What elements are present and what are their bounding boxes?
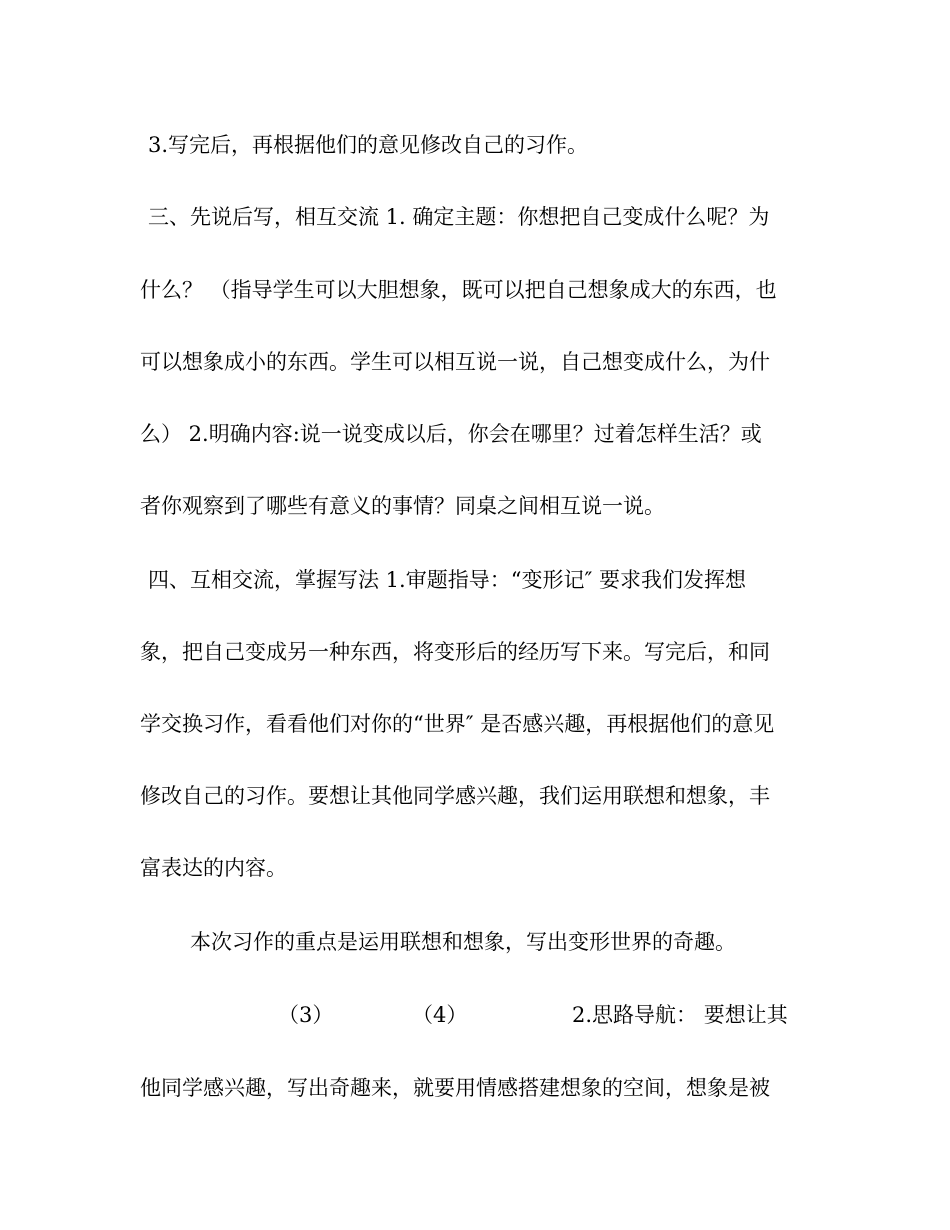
item-number: （4） [412, 1003, 468, 1027]
text-line: 学交换习作，看看他们对你的“世界″ 是否感兴趣，再根据他们的意见 [140, 712, 775, 736]
section-heading-line: 四、互相交流，掌握写法 1.审题指导：“变形记″ 要求我们发挥想 [148, 568, 746, 592]
text-line: 修改自己的习作。要想让其他同学感兴趣，我们运用联想和想象，丰 [140, 784, 770, 808]
item-number: （3） [278, 1003, 334, 1027]
text-line: 2.思路导航： 要想让其 [572, 1003, 788, 1027]
text-line: 3.写完后，再根据他们的意见修改自己的习作。 [148, 133, 589, 157]
section-heading-line: 三、先说后写，相互交流 1. 确定主题：你想把自己变成什么呢？为 [148, 205, 770, 229]
text-line: 么） 2.明确内容:说一说变成以后，你会在哪里？过着怎样生活？或 [140, 422, 762, 446]
text-line: 他同学感兴趣，写出奇趣来，就要用情感搭建想象的空间，想象是被 [140, 1076, 770, 1100]
text-line: 象，把自己变成另一种东西，将变形后的经历写下来。写完后，和同 [140, 640, 770, 664]
text-line: 什么？ （指导学生可以大胆想象，既可以把自己想象成大的东西，也 [140, 278, 777, 302]
text-line: 者你观察到了哪些有意义的事情？同桌之间相互说一说。 [140, 494, 665, 518]
text-line: 可以想象成小的东西。学生可以相互说一说，自己想变成什么，为什 [140, 350, 770, 374]
emphasis-line: 本次习作的重点是运用联想和想象，写出变形世界的奇趣。 [190, 930, 736, 954]
text-line: 富表达的内容。 [140, 856, 287, 880]
